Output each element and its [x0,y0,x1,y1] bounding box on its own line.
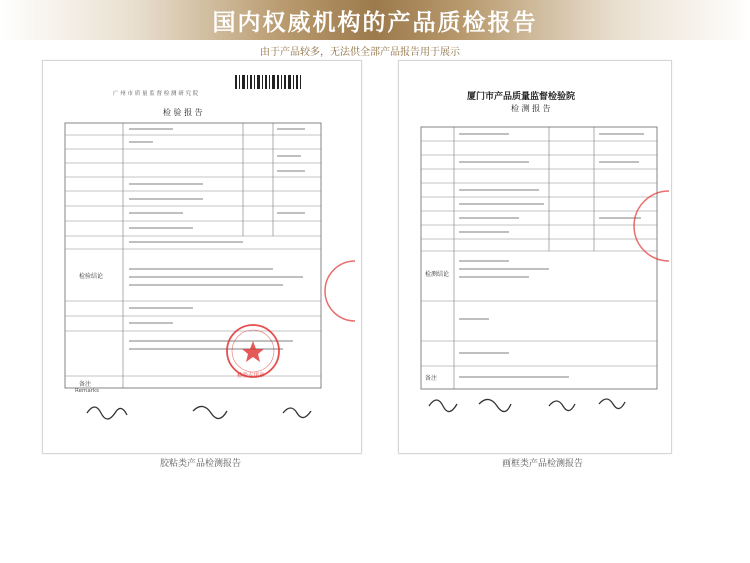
report-left [42,60,362,454]
signature-2-icon [479,399,511,411]
report-left-table [43,61,361,453]
caption-right: 画框类产品检测报告 [502,459,584,469]
report-left-conclusion-label: 检验结论 [79,273,104,280]
seal-edge-icon [634,191,669,261]
report-left-remarks-en: Remarks [75,388,99,394]
report-right-remarks-label: 备注 [425,375,438,382]
signature-1-icon [87,407,127,419]
page-title: 国内权威机构的产品质检报告 [212,10,538,36]
report-left-remarks-label: 备注 [79,381,92,388]
report-left-title: 检 验 报 告 [163,108,203,117]
caption-left: 胶粘类产品检测报告 [160,459,242,469]
report-right [398,60,672,454]
signature-4-icon [599,399,625,409]
report-left-stamp-text: 检验专用章 [237,373,265,379]
report-right-header: 厦门市产品质量监督检验院 [467,92,576,102]
header-banner [0,0,750,40]
signature-1-icon [429,400,457,412]
report-left-header: 广 州 市 质 量 监 督 检 测 研 究 院 [113,91,199,97]
signature-3-icon [283,408,311,418]
signature-2-icon [193,406,227,418]
inspection-stamp-icon [227,325,279,377]
barcode-icon [235,75,301,89]
signature-3-icon [549,401,575,411]
report-right-table [399,61,671,453]
page-subtitle: 由于产品较多，无法供全部产品报告用于展示 [260,47,460,58]
report-right-conclusion-label: 检测结论 [425,271,450,278]
report-right-title: 检 测 报 告 [511,104,551,113]
seal-edge-icon [325,261,355,321]
